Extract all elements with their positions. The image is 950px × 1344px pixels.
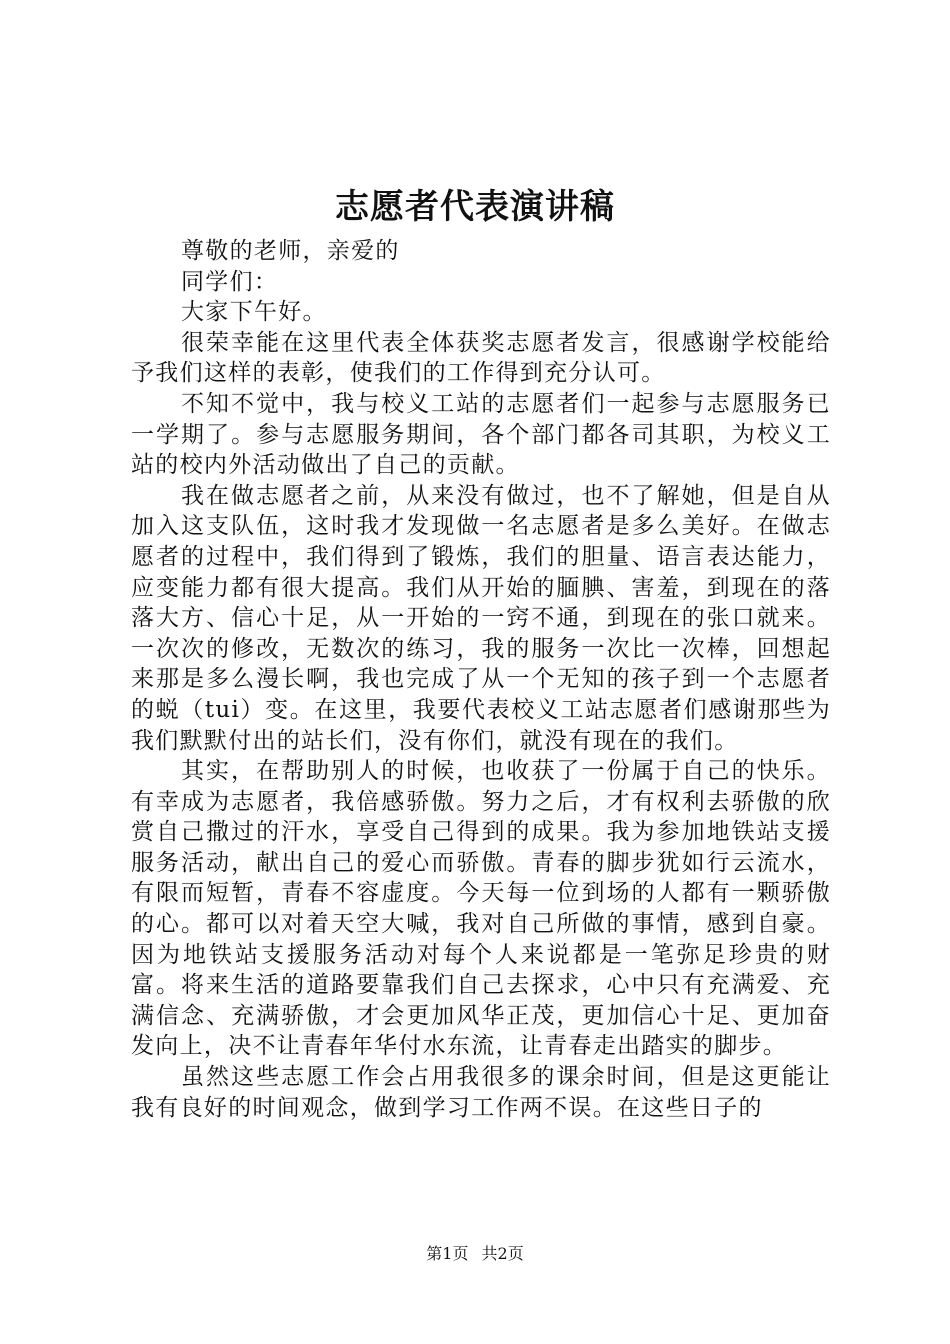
paragraph: 其实，在帮助别人的时候，也收获了一份属于自己的快乐。有幸成为志愿者，我倍感骄傲。努力之后，才有权利去骄傲的欣赏自己撒过的汗水，享受自己得到的成果。我为参加地铁站支援服务活动，献出自己的爱心而骄傲。青春的脚步犹如行云流水，有限而短暂，青春不容虚度。今天每一位到场的人都有一颗骄傲的心。都可以对着天空大喊，我对自己所做的事情，感到自豪。因为地铁站支援服务活动对每个人来说都是一笔弥足珍贵的财富。将来生活的道路要靠我们自己去探求，心中只有充满爱、充满信念、充满骄傲，才会更加风华正茂，更加信心十足、更加奋发向上，决不让青春年华付水东流，让青春走出踏实的脚步。 — [131, 758, 831, 1060]
paragraph: 虽然这些志愿工作会占用我很多的课余时间，但是这更能让我有良好的时间观念，做到学习工作两不误。在这些日子的 — [131, 1064, 831, 1121]
paragraph-salutation-1: 尊敬的老师，亲爱的 — [181, 238, 400, 264]
document-title: 志愿者代表演讲稿 — [335, 187, 615, 227]
paragraph: 不知不觉中，我与校义工站的志愿者们一起参与志愿服务已一学期了。参与志愿服务期间，各个部门都各司其职，为校义工站的校内外活动做出了自己的贡献。 — [131, 390, 831, 479]
paragraph-greeting: 大家下午好。 — [181, 299, 327, 326]
page-footer — [0, 1242, 950, 1266]
paragraph-salutation-2: 同学们： — [181, 268, 279, 295]
page-number-total: 共2页 — [481, 1244, 524, 1263]
document-body — [131, 236, 831, 1123]
paragraph: 很荣幸能在这里代表全体获奖志愿者发言，很感谢学校能给予我们这样的表彰，使我们的工作得到充分认可。 — [131, 329, 831, 387]
page-number-current: 第1页 — [426, 1244, 469, 1263]
paragraph: 我在做志愿者之前，从来没有做过，也不了解她，但是自从加入这支队伍，这时我才发现做一名志愿者是多么美好。在做志愿者的过程中，我们得到了锻炼，我们的胆量、语言表达能力，应变能力都有很大提高。我们从开始的腼腆、害羞，到现在的落落大方、信心十足，从一开始的一窍不通，到现在的张口就来。一次次的修改，无数次的练习，我的服务一次比一次棒，回想起来那是多么漫长啊，我也完成了从一个无知的孩子到一个志愿者的蜕（tui）变。在这里，我要代表校义工站志愿者们感谢那些为我们默默付出的站长们，没有你们，就没有现在的我们。 — [131, 482, 831, 754]
